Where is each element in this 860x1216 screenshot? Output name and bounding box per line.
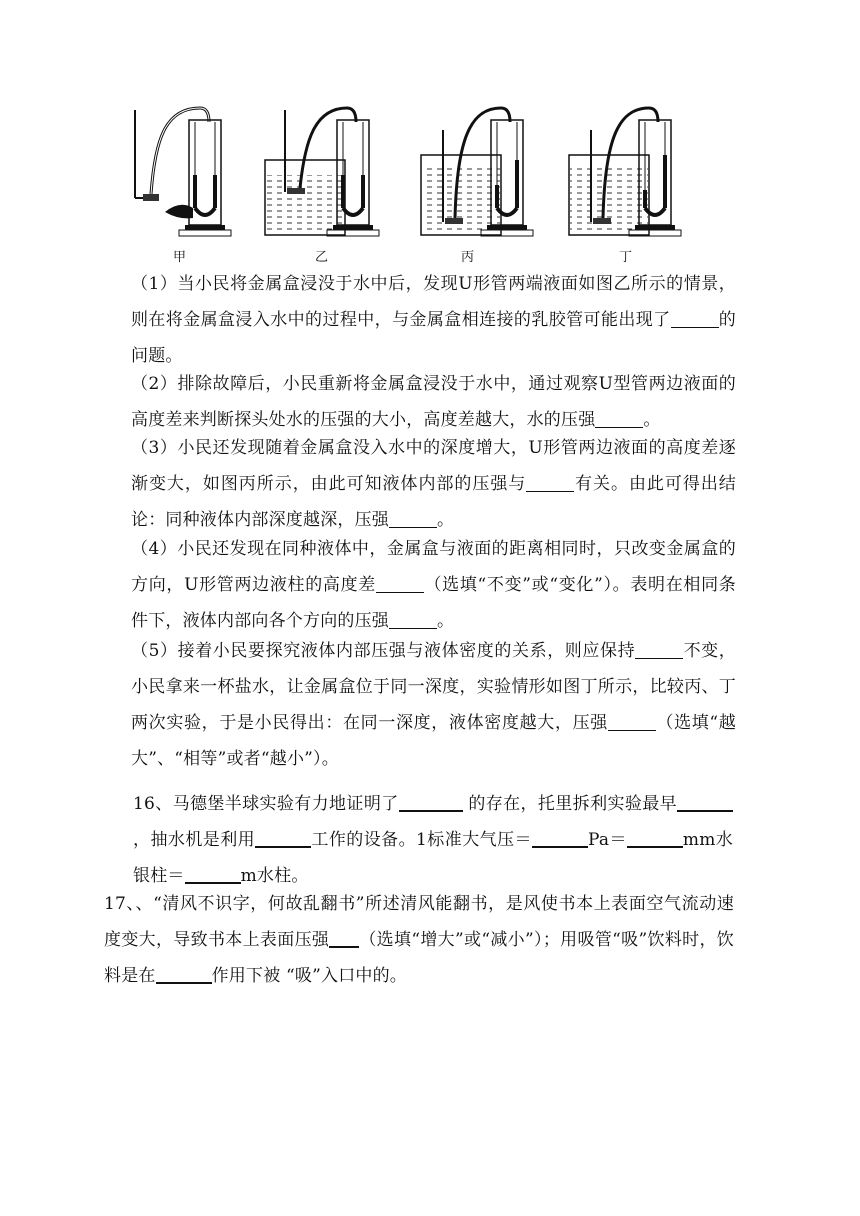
answer-blank[interactable]: [526, 473, 574, 492]
answer-blank[interactable]: [389, 509, 437, 528]
experiment-figure: [125, 100, 725, 270]
question-16: 16、马德堡半球实验有力地证明了 的存在，托里拆利实验最早，抽水机是利用 工作的设备。1标准大气压＝ Pa＝ mm水银柱＝ m水柱。: [133, 794, 733, 886]
diagram-ding: [569, 108, 681, 236]
answer-blank[interactable]: [389, 610, 437, 629]
answer-blank[interactable]: [185, 864, 241, 884]
diagram-jia: [135, 108, 231, 236]
q15-part3: （3）小民还发现随着金属盒没入水中的深度增大，U形管两边液面的高度差逐渐变大，如图丙所示，由此可知液体内部的压强与 有关。由此可得出结论：同种液体内部深度越深，压强 。: [131, 438, 736, 530]
answer-blank[interactable]: [671, 309, 719, 328]
figure-label-bing: 丙: [461, 250, 475, 265]
q15-part2: （2）排除故障后，小民重新将金属盒浸没于水中，通过观察U型管两边液面的高度差来判断探头处水的压强的大小，高度差越大，水的压强 。: [131, 374, 736, 430]
answer-blank[interactable]: [329, 928, 359, 948]
answer-blank[interactable]: [532, 828, 588, 848]
answer-blank[interactable]: [376, 574, 424, 593]
answer-blank[interactable]: [156, 964, 212, 984]
q15-part4: （4）小民还发现在同种液体中，金属盒与液面的距离相同时，只改变金属盒的方向，U形管两边液柱的高度差 （选填“不变”或“变化”）。表明在相同条件下，液体内部向各个方向的压强 。: [131, 539, 736, 631]
answer-blank[interactable]: [595, 409, 643, 428]
answer-blank[interactable]: [255, 828, 311, 848]
figure-label-ding: 丁: [619, 250, 633, 265]
figure-label-yi: 乙: [315, 250, 329, 265]
answer-blank[interactable]: [627, 828, 683, 848]
answer-blank[interactable]: [635, 640, 683, 659]
u-tube-diagrams: [125, 100, 725, 250]
answer-blank[interactable]: [608, 712, 656, 731]
q15-part5: （5）接着小民要探究液体内部压强与液体密度的关系，则应保持 不变，小民拿来一杯盐水，让金属盒位于同一深度，实验情形如图丁所示，比较丙、丁两次实验，于是小民得出：在同一深度，液体密度越大，压强 （选填“越大”、“相等”或者“越小”）。: [131, 641, 736, 769]
diagram-yi: [265, 108, 379, 236]
answer-blank[interactable]: [399, 792, 463, 812]
answer-blank[interactable]: [677, 792, 733, 812]
figure-label-jia: 甲: [173, 250, 187, 265]
diagram-bing: [421, 108, 533, 236]
q15-part1: （1）当小民将金属盒浸没于水中后，发现U形管两端液面如图乙所示的情景，则在将金属盒浸入水中的过程中，与金属盒相连接的乳胶管可能出现了 的问题。: [131, 274, 736, 366]
question-17: 17、、“清风不识字，何故乱翻书”所述清风能翻书，是风使书本上表面空气流动速度变大，导致书本上表面压强 （选填“增大”或“减小”）；用吸管“吸”饮料时，饮料是在 作用下被 “吸”入口中的。: [104, 894, 734, 986]
